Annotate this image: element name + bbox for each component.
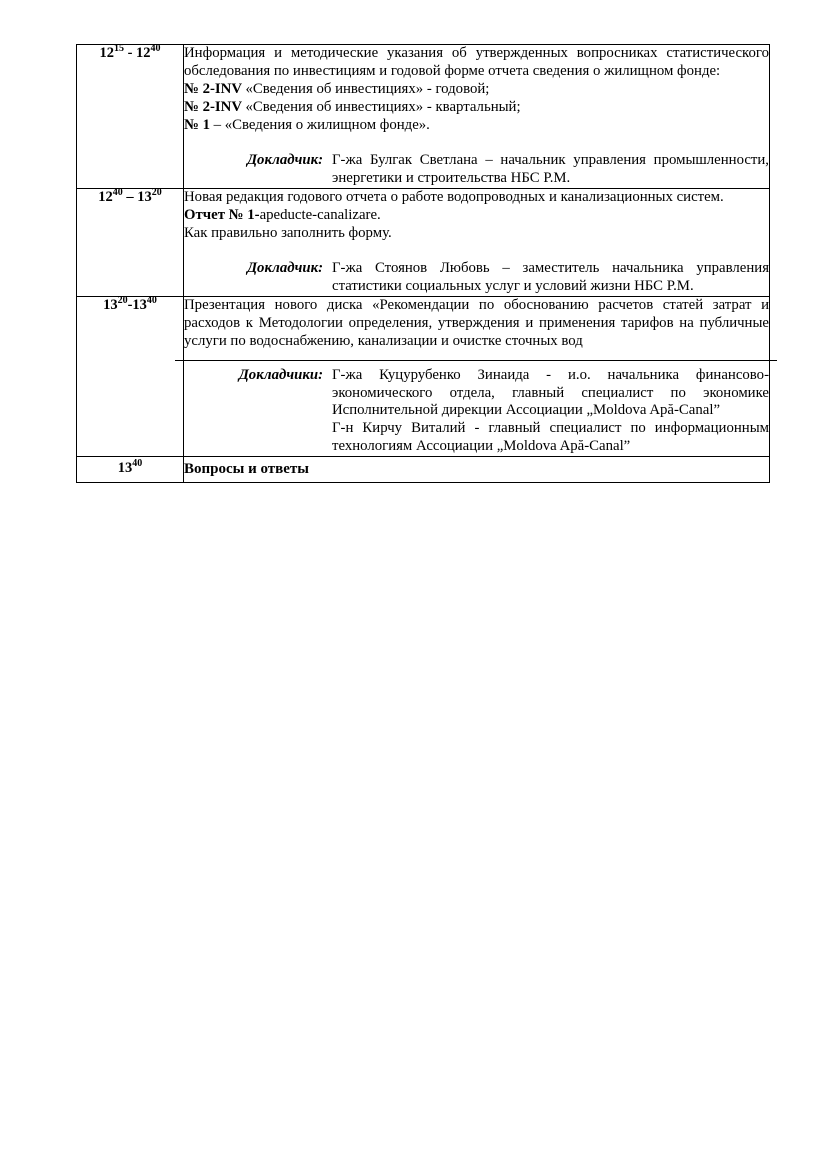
time-dash: - (127, 296, 133, 313)
speaker-label: Докладчик: (246, 259, 323, 276)
agenda-paragraph (184, 81, 769, 99)
agenda-body-cell (184, 188, 770, 296)
speaker-text-line: Г-жа Стоянов Любовь – заместитель начальника управления статистики социальных услуг и условий жизни НБС Р.М. (332, 259, 769, 294)
speaker-label: Докладчик: (246, 151, 323, 168)
time-start-hour: 12 (99, 45, 114, 61)
speaker-text-line: Г-жа Куцурубенко Зинаида - и.о. начальника финансово-экономического отдела, главный специалист по экономике Исполнительной дирекции Ассоциации „Moldova Apă-Canal” (332, 366, 769, 419)
qa-label: Вопросы и ответы (184, 461, 310, 478)
time-start-hour: 13 (117, 460, 133, 477)
agenda-paragraph (184, 117, 769, 135)
time-end-minute: 40 (150, 43, 161, 55)
speaker-block (184, 260, 769, 296)
agenda-paragraph (184, 99, 769, 117)
time-start-minute: 40 (132, 458, 143, 470)
speaker-label: Докладчики: (238, 366, 323, 383)
time-cell (77, 457, 184, 482)
time-end-minute: 40 (146, 294, 157, 306)
time-dash: – (122, 188, 138, 205)
speaker-block (184, 367, 769, 457)
table-row (77, 457, 770, 482)
table-row (77, 45, 770, 189)
form-code: № 2-INV (184, 98, 246, 115)
time-cell (77, 188, 184, 296)
time-end-hour: 13 (137, 188, 152, 205)
agenda-body-cell (184, 296, 770, 457)
form-code: № 1 (184, 116, 214, 133)
speaker-block (184, 152, 769, 188)
time-start-minute: 40 (112, 186, 123, 198)
speaker-name-and-title (332, 367, 769, 457)
agenda-body-cell (184, 45, 770, 189)
time-start-minute: 15 (113, 43, 124, 55)
time-dash: - (123, 45, 137, 61)
time-end-hour: 12 (136, 45, 151, 61)
agenda-table (76, 44, 770, 483)
time-start-minute: 20 (117, 294, 128, 306)
speaker-name-and-title (332, 260, 769, 296)
agenda-body-cell (184, 457, 770, 482)
paragraph-text: Информация и методические указания об утвержденных вопросниках статистического обследования по инвестициям и годовой форме отчета сведения о жилищном фонде: (184, 45, 769, 79)
speaker-text-line-2: Г-н Кирчу Виталий - главный специалист по информационным технологиям Ассоциации „Moldova Apă-Canal” (332, 420, 769, 455)
paragraph-text: Презентация нового диска «Рекомендации по обоснованию расчетов статей затрат и расходов к Методологии определения, утверждения и применения тарифов на публичные услуги по водоснабжению, канализации и очистке сточных вод (184, 296, 769, 349)
speaker-name-and-title (332, 152, 769, 188)
time-end-minute: 20 (151, 186, 162, 198)
paragraph-text: Новая редакция годового отчета о работе водопроводных и канализационных систем. (184, 188, 724, 205)
time-end-hour: 13 (132, 296, 147, 313)
form-code: Отчет № 1- (184, 206, 260, 223)
time-cell (77, 296, 184, 457)
agenda-paragraph (184, 207, 769, 225)
agenda-paragraph (184, 45, 769, 81)
agenda-paragraph (184, 189, 769, 207)
paragraph-text: «Сведения об инвестициях» - квартальный; (245, 98, 521, 115)
paragraph-text: apeducte-canalizare. (259, 206, 381, 223)
agenda-paragraph (184, 297, 769, 351)
speaker-text-line: Г-жа Булгак Светлана – начальник управления промышленности, энергетики и строительства НБС Р.М. (332, 151, 769, 186)
paragraph-text: «Сведения об инвестициях» - годовой; (245, 80, 490, 97)
form-code: № 2-INV (184, 80, 246, 97)
time-cell (77, 45, 184, 189)
table-row (77, 296, 770, 457)
paragraph-text: Как правильно заполнить форму. (184, 224, 392, 241)
table-row (77, 188, 770, 296)
time-start-hour: 13 (103, 296, 118, 313)
paragraph-text: – «Сведения о жилищном фонде». (213, 116, 430, 133)
agenda-paragraph (184, 225, 769, 243)
cell-divider (175, 360, 777, 361)
time-start-hour: 12 (98, 188, 113, 205)
